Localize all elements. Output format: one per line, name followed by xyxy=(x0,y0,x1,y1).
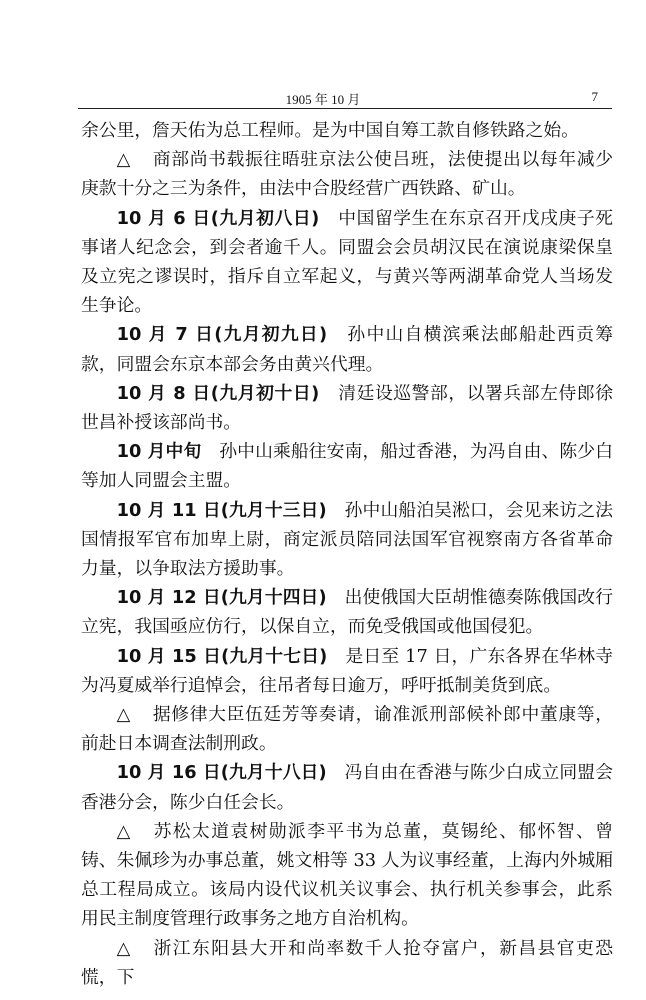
paragraph xyxy=(81,817,613,934)
header-rule xyxy=(78,108,612,109)
entry-text: 苏松太道袁树勋派李平书为总董，莫锡纶、郁怀智、曾铸、朱佩珍为办事总董，姚文枏等 33 人为议事经董，上海内外城厢总工程局成立。该局内设代议机关议事会、执行机关参事会，此系用民主制度管理行政事务之地方自治机构。 xyxy=(81,820,613,930)
entry-text: 冯自由在香港与陈少白成立同盟会香港分会，陈少白任会长。 xyxy=(81,762,613,813)
entry-date: 10 月 15 日(九月十七日) xyxy=(116,645,328,667)
entry-text: 清廷设巡警部，以署兵部左侍郎徐世昌补授该部尚书。 xyxy=(81,382,613,434)
triangle-marker: △ xyxy=(116,149,131,171)
paragraph xyxy=(81,496,613,584)
entry-date: 10 月 16 日(九月十八日) xyxy=(116,762,327,784)
paragraph xyxy=(81,642,613,700)
entry-text: 孙中山乘船往安南，船过香港，为冯自由、陈少白等加人同盟会主盟。 xyxy=(81,441,613,492)
page-header xyxy=(0,85,646,107)
paragraph xyxy=(81,116,613,145)
entry-text: 余公里，詹天佑为总工程师。是为中国自筹工款自修铁路之始。 xyxy=(81,120,579,141)
entry-date: 10 月 11 日(九月十三日) xyxy=(116,499,327,521)
paragraph xyxy=(81,700,613,758)
entry-text: 是日至 17 日，广东各界在华林寺为冯夏威举行追悼会，往吊者每日逾万，呼吁抵制美货到底。 xyxy=(81,645,613,696)
entry-text: 浙江东阳县大开和尚率数千人抢夺富户，新昌县官吏恐慌，下 xyxy=(81,937,613,988)
entry-date: 10 月 12 日(九月十四日) xyxy=(116,587,327,609)
paragraph xyxy=(81,437,613,495)
page-number: 7 xyxy=(591,89,598,104)
entry-text: 孙中山自横滨乘法邮船赴西贡筹款，同盟会东京本部会务由黄兴代理。 xyxy=(81,324,613,375)
entry-text: 孙中山船泊吴淞口，会见来访之法国情报军官布加卑上尉，商定派员陪同法国军官视察南方各省革命力量，以争取法方援助事。 xyxy=(81,499,613,580)
entry-date: 10 月中旬 xyxy=(116,441,202,463)
paragraph xyxy=(81,583,613,641)
paragraph xyxy=(81,145,613,203)
entry-text: 出使俄国大臣胡惟德奏陈俄国改行立宪，我国亟应仿行，以保自立，而免受俄国或他国侵犯。 xyxy=(81,587,613,638)
running-title: 1905 年 10 月 xyxy=(285,92,361,107)
entry-date: 10 月 8 日(九月初十日) xyxy=(116,382,320,404)
paragraph xyxy=(81,204,613,321)
entry-date: 10 月 6 日(九月初八日) xyxy=(116,207,320,229)
paragraph xyxy=(81,758,613,816)
paragraph xyxy=(81,379,613,437)
paragraph xyxy=(81,934,613,992)
entry-text: 据修律大臣伍廷芳等奏请，谕准派刑部候补郎中董康等，前赴日本调查法制刑政。 xyxy=(81,704,613,755)
triangle-marker: △ xyxy=(116,704,131,726)
entry-text: 中国留学生在东京召开戊戌庚子死事诸人纪念会，到会者逾千人。同盟会会员胡汉民在演说康梁保皇及立宪之谬误时，指斥自立军起义，与黄兴等两湖革命党人当场发生争论。 xyxy=(81,207,613,317)
paragraph xyxy=(81,320,613,378)
page-body xyxy=(81,116,613,992)
triangle-marker: △ xyxy=(116,937,131,959)
triangle-marker: △ xyxy=(116,820,131,842)
entry-date: 10 月 7 日(九月初九日) xyxy=(116,324,328,346)
entry-text: 商部尚书载振往晤驻京法公使吕班，法使提出以每年减少庚款十分之三为条件，由法中合股经营广西铁路、矿山。 xyxy=(81,149,613,200)
